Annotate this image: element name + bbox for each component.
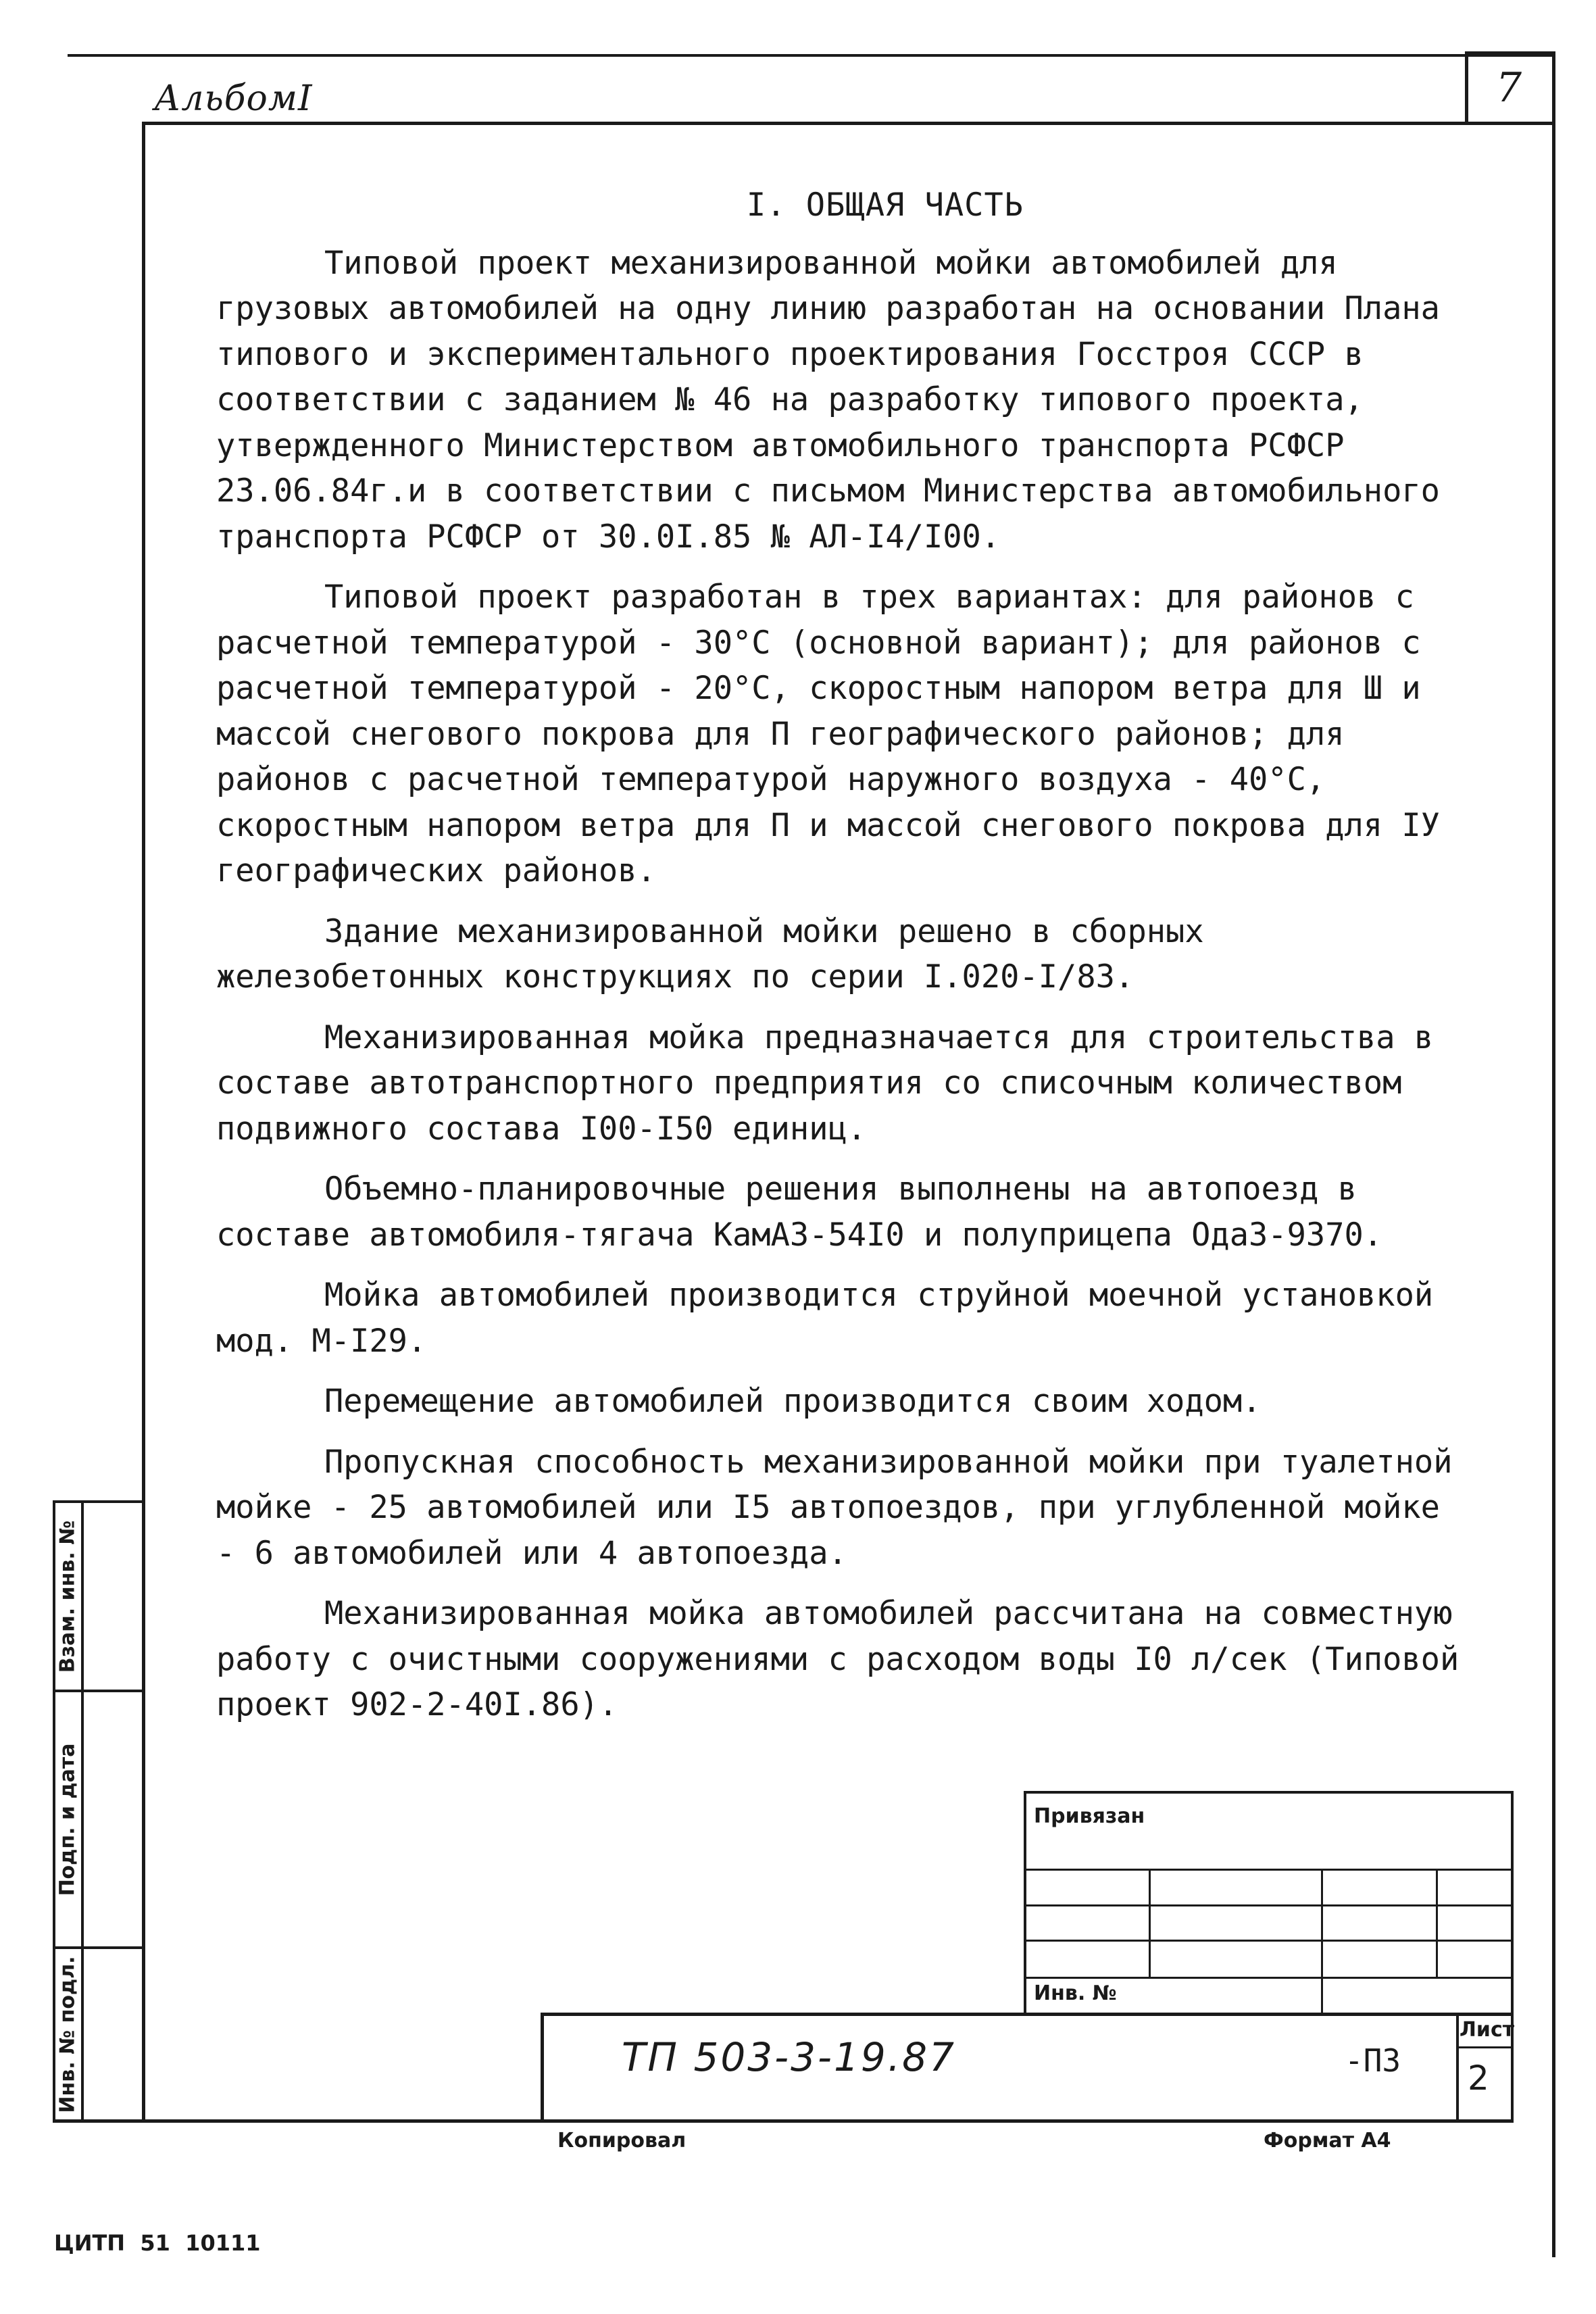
sheet-number: 7 <box>1495 64 1522 112</box>
paragraph: Здание механизированной мойки решено в сборных железобетонных конструкциях по серии I.020-I/83. <box>216 912 1204 995</box>
privyazan-row3 <box>1024 1940 1514 1942</box>
document-body <box>216 182 1473 1743</box>
paragraph: Мойка автомобилей производится струйной моечной установкой мод. М-I29. <box>216 1277 1434 1360</box>
format-label: Формат А4 <box>1264 2129 1391 2152</box>
list-row <box>1456 2046 1514 2048</box>
paragraph: Механизированная мойка предназначается для строительства в составе автотранспортного предприятия со списочным количеством подвижного состава I00-I50 единиц. <box>216 1018 1434 1148</box>
codebox-left <box>541 2013 544 2121</box>
privyazan-left <box>1024 1791 1026 2014</box>
privyazan-col3 <box>1436 1869 1438 1977</box>
paragraph: Пропускная способность механизированной мойки при туалетной мойке - 25 автомобилей или I5 автопоездов, при углубленной мойке - 6 автомобилей или 4 автопоезда. <box>216 1443 1453 1572</box>
privyazan-row4 <box>1024 1977 1514 1979</box>
side-stamp-inner <box>81 1500 84 2122</box>
section-heading: I. ОБЩАЯ ЧАСТЬ <box>746 187 1024 224</box>
list-col-left <box>1456 2013 1459 2121</box>
inv-no-label: Инв. № <box>1034 1981 1117 2005</box>
privyazan-row2 <box>1024 1904 1514 1906</box>
kopiroval-label: Копировал <box>557 2129 687 2152</box>
privyazan-label: Привязан <box>1034 1804 1145 1828</box>
frame-top <box>143 122 1555 125</box>
paragraph: Типовой проект разработан в трех вариантах: для районов с расчетной температурой - 30°С (основной вариант); для районов с расчетной температурой - 20°С, скоростным напором ветра для Ш и массой снегового покрова для П географического районов; для районов с расчетной температурой наружного воздуха - 40°С, скоростным напором ветра для П и массой снегового покрова для IУ географических районов. <box>216 578 1440 889</box>
privyazan-col2 <box>1321 1869 1323 2014</box>
paragraph: Типовой проект механизированной мойки автомобилей для грузовых автомобилей на одну линию разработан на основании Плана типового и экспериментального проектирования Госстроя СССР в соответствии с заданием № 46 на разработку типового проекта, утвержденного Министерством автомобильного транспорта РСФСР 23.06.84г.и в соответствии с письмом Министерства автомобильного транспорта РСФСР от 30.0I.85 № АЛ-I4/I00. <box>216 244 1440 556</box>
paragraph: Механизированная мойка автомобилей рассчитана на совместную работу с очистными сооружениями с расходом воды I0 л/сек (Типовой проект 902-2-40I.86). <box>216 1595 1460 1723</box>
side-label-vzam: Взам. инв. № <box>55 1520 80 1673</box>
document-code: ТП 503-3-19.87 <box>622 2034 956 2080</box>
privyazan-row1 <box>1024 1869 1514 1871</box>
side-label-inv: Инв. № подл. <box>55 1955 80 2113</box>
list-label: Лист <box>1460 2018 1515 2042</box>
paragraph: Перемещение автомобилей производится своим ходом. <box>324 1383 1262 1420</box>
top-rule <box>68 54 1554 57</box>
side-label-podp: Подп. и дата <box>55 1742 80 1896</box>
frame-bottom <box>53 2119 1514 2123</box>
privyazan-right <box>1511 1791 1514 2121</box>
frame-left <box>142 122 145 2121</box>
footer-stamp: ЦИТП 51 10111 <box>54 2230 261 2256</box>
privyazan-col1 <box>1149 1869 1151 1977</box>
document-suffix: -ПЗ <box>1345 2042 1401 2079</box>
frame-right <box>1552 54 1555 2257</box>
privyazan-top <box>1024 1791 1514 1794</box>
list-number: 2 <box>1468 2059 1489 2098</box>
paragraph: Объемно-планировочные решения выполнены на автопоезд в составе автомобиля-тягача КамАЗ-54I0 и полуприцепа ОдаЗ-9370. <box>216 1171 1383 1254</box>
album-label: АльбомI <box>154 78 313 119</box>
codebox-top <box>541 2013 1514 2016</box>
